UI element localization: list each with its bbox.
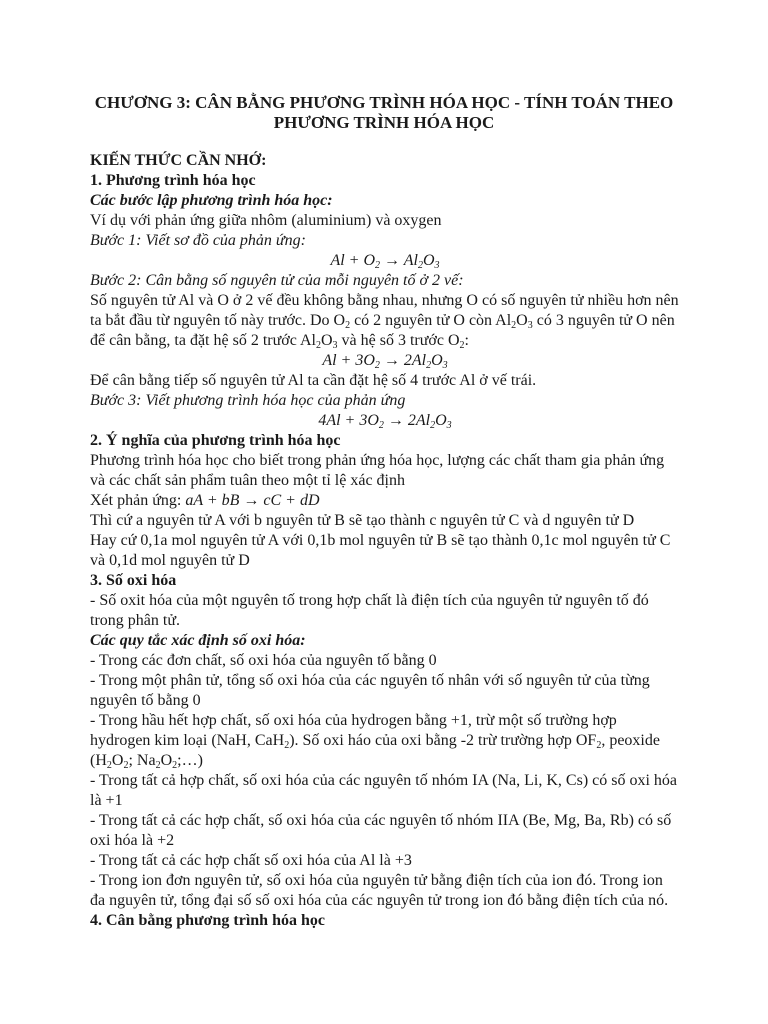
rule-3: - Trong hầu hết hợp chất, số oxi hóa của hydrogen bằng +1, trừ một số trường hợp hydrogen kim loại (NaH, CaH$_2$). Số oxi háo của oxi bằng -2 trừ trường hợp $OF_2$, peoxide ($H_2O_2$; $Na_2O_2;\dots$): [90, 712, 660, 771]
reaction-line: [90, 491, 680, 511]
equation-1: $Al + O_2 \to Al_2O_3$: [330, 252, 440, 271]
section-4-heading: 4. Cân bằng phương trình hóa học: [90, 912, 325, 929]
step-2-explanation: Số nguyên tử Al và O ở 2 vế đều không bằng nhau, nhưng O có số nguyên tử nhiều hơn nên ta bắt đầu từ nguyên tố này trước. Do $O_2$ có 2 nguyên tử O còn $Al_2O_3$ có 3 nguyên tử O nên để cân bằng, ta đặt hệ số 2 trước $Al_2O_3$ và hệ số 3 trước $O_2$:: [90, 292, 679, 351]
example-line: Ví dụ với phản ứng giữa nhôm (aluminium) và oxygen: [90, 212, 442, 229]
section-1-heading: 1. Phương trình hóa học: [90, 172, 256, 189]
steps-title: Các bước lập phương trình hóa học:: [90, 192, 333, 209]
oxidation-definition: - Số oxit hóa của một nguyên tố trong hợp chất là điện tích của nguyên tử nguyên tố đó trong phân tử.: [90, 592, 649, 629]
reaction-label: Xét phản ứng:: [90, 492, 186, 509]
ratio-atoms: Thì cứ a nguyên tử A với b nguyên tử B sẽ tạo thành c nguyên tử C và d nguyên tử D: [90, 512, 635, 529]
document-body: [90, 151, 680, 931]
section-2-heading: 2. Ý nghĩa của phương trình hóa học: [90, 432, 341, 449]
meaning-paragraph: Phương trình hóa học cho biết trong phản ứng hóa học, lượng các chất tham gia phản ứng và các chất sản phẩm tuân theo một tỉ lệ xác định: [90, 452, 665, 489]
step-1: Bước 1: Viết sơ đồ của phản ứng:: [90, 232, 306, 249]
step-2-continuation: Để cân bằng tiếp số nguyên tử Al ta cần đặt hệ số 4 trước Al ở vế trái.: [90, 372, 537, 389]
rule-2: - Trong một phân tử, tổng số oxi hóa của các nguyên tố nhân với số nguyên tử của từng nguyên tố bằng 0: [90, 672, 650, 709]
step-3: Bước 3: Viết phương trình hóa học của phản ứng: [90, 392, 406, 409]
rule-1: - Trong các đơn chất, số oxi hóa của nguyên tố bằng 0: [90, 652, 437, 669]
rule-4: - Trong tất cả hợp chất, số oxi hóa của các nguyên tố nhóm IA (Na, Li, K, Cs) có số oxi hóa là +1: [90, 772, 678, 809]
equation-2: $Al + 3O_2 \to 2Al_2O_3$: [322, 352, 448, 371]
section-3-heading: 3. Số oxi hóa: [90, 572, 177, 589]
main-heading: KIẾN THỨC CẦN NHỚ:: [90, 152, 267, 169]
rules-title: Các quy tắc xác định số oxi hóa:: [90, 632, 306, 649]
reaction-equation: aA + bB → cC + dD: [185, 492, 320, 509]
chapter-title: [60, 93, 708, 133]
title-line-1: CHƯƠNG 3: CÂN BẰNG PHƯƠNG TRÌNH HÓA HỌC - TÍNH TOÁN THEO: [94, 93, 674, 112]
equation-3: $4Al + 3O_2 \to 2Al_2O_3$: [318, 412, 452, 431]
ratio-moles: Hay cứ 0,1a mol nguyên tử A với 0,1b mol nguyên tử B sẽ tạo thành 0,1c mol nguyên tử C và 0,1d mol nguyên tử D: [90, 532, 671, 569]
title-line-2: PHƯƠNG TRÌNH HÓA HỌC: [273, 113, 495, 132]
step-2: Bước 2: Cân bằng số nguyên tử của mỗi nguyên tố ở 2 vế:: [90, 272, 464, 289]
rule-5: - Trong tất cả các hợp chất, số oxi hóa của các nguyên tố nhóm IIA (Be, Mg, Ba, Rb) có số oxi hóa là +2: [90, 812, 672, 849]
rule-7: - Trong ion đơn nguyên tử, số oxi hóa của nguyên tử bằng điện tích của ion đó. Trong ion đa nguyên tử, tổng đại số số oxi hóa của các nguyên tử trong ion đó bằng điện tích của nó.: [90, 872, 669, 909]
rule-6: - Trong tất cả các hợp chất số oxi hóa của Al là +3: [90, 852, 412, 869]
